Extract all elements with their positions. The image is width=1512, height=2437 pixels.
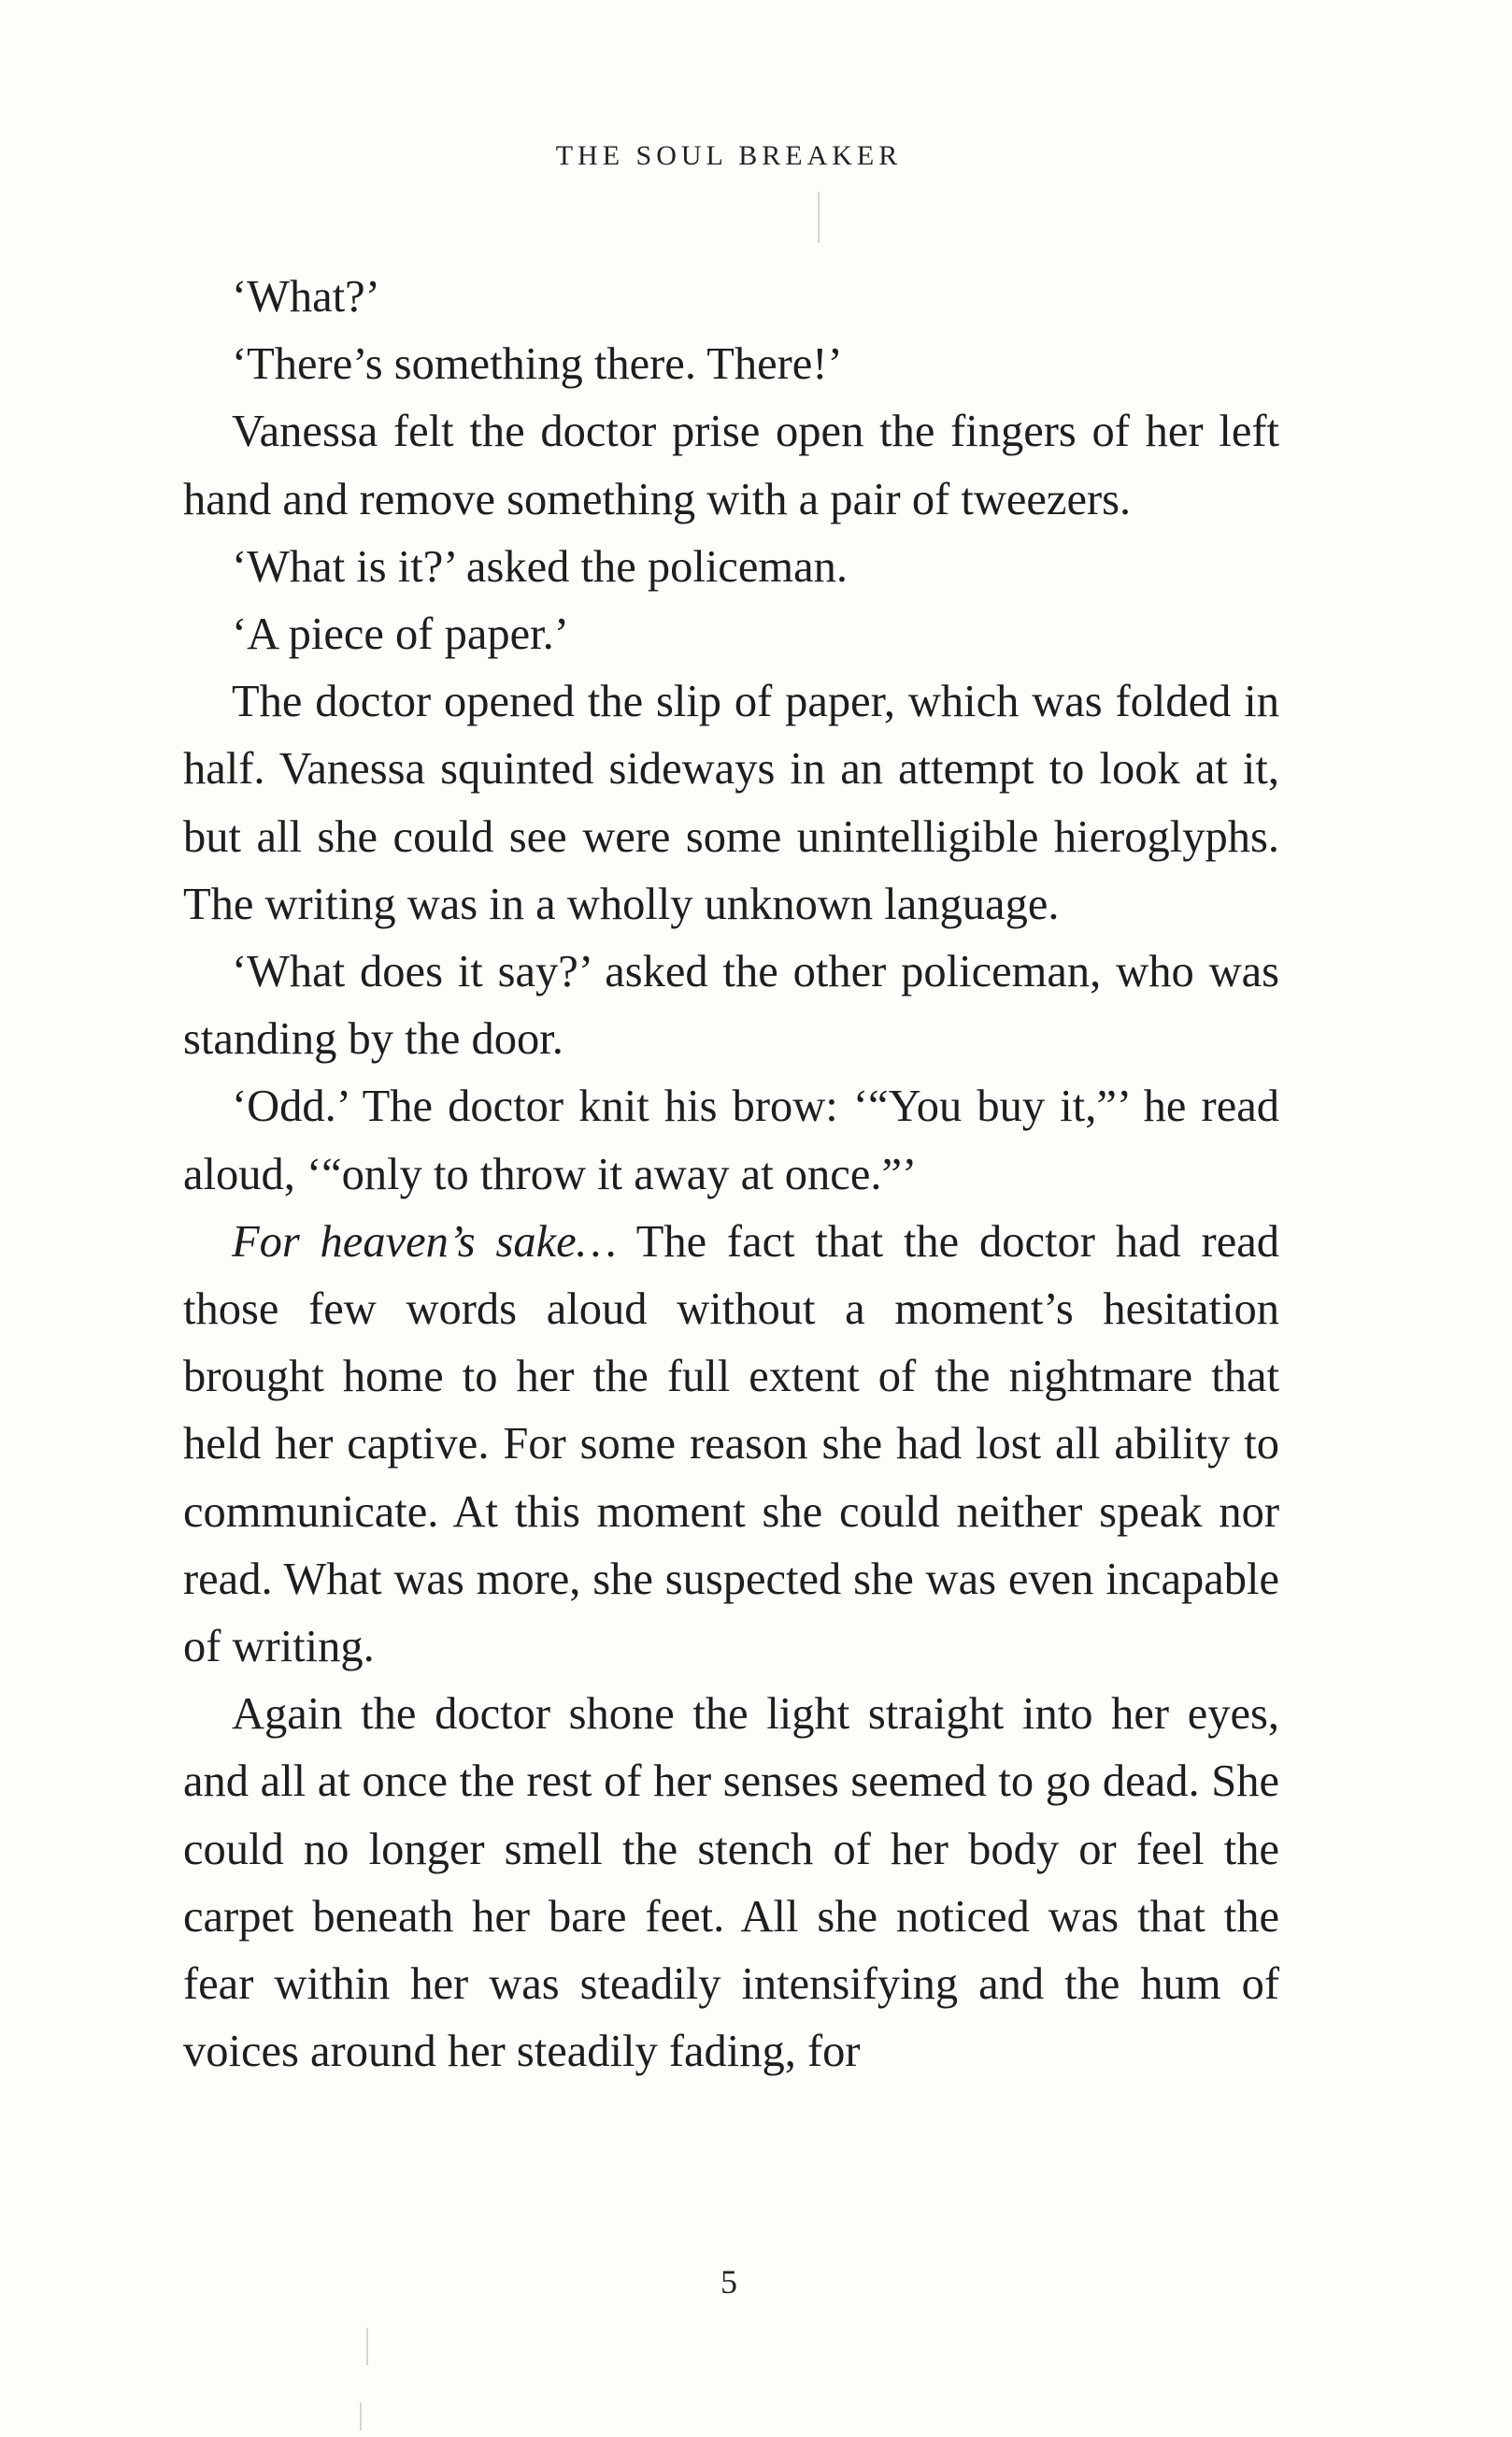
page-number: 5 [720, 2263, 737, 2301]
paragraph: ‘There’s something there. There!’ [232, 339, 843, 390]
running-head: THE SOUL BREAKER [555, 140, 903, 171]
scan-mark [360, 2402, 362, 2430]
paragraph: The doctor opened the slip of paper, which was folded in half. Vanessa squinted sideways in an attempt to look at it, but all she could see were some unintelligible hieroglyphs. The writing was in a wholly unknown language. [183, 677, 1279, 929]
scan-mark [366, 2328, 368, 2365]
paragraph: ‘What does it say?’ asked the other policeman, who was standing by the door. [183, 947, 1279, 1065]
body-text [183, 264, 1279, 2086]
paragraph: ‘A piece of paper.’ [232, 609, 569, 660]
paragraph [183, 1209, 1279, 1681]
paragraph: ‘What?’ [232, 272, 380, 322]
paragraph: ‘Odd.’ The doctor knit his brow: ‘“You buy it,”’ he read aloud, ‘“only to throw it away at once.”’ [183, 1082, 1279, 1199]
scan-mark [818, 192, 820, 243]
italic-lead: For heaven’s sake… [232, 1216, 617, 1267]
paragraph: Again the doctor shone the light straight into her eyes, and all at once the rest of her senses seemed to go dead. She could no longer smell the stench of her body or feel the carpet beneath her bare feet. All she noticed was that the fear within her was steadily intensifying and the hum of voices around her steadily fading, for [183, 1689, 1279, 2077]
paragraph: Vanessa felt the doctor prise open the fingers of her left hand and remove something with a pair of tweezers. [183, 407, 1279, 524]
paragraph: ‘What is it?’ asked the policeman. [232, 541, 848, 592]
paragraph-text: The fact that the doctor had read those few words aloud without a moment’s hesitation brought home to her the full extent of the nightmare that held her captive. For some reason she had lost all ability to communicate. At this moment she could neither speak nor read. What was more, she suspected she was even incapable of writing. [183, 1216, 1279, 1672]
